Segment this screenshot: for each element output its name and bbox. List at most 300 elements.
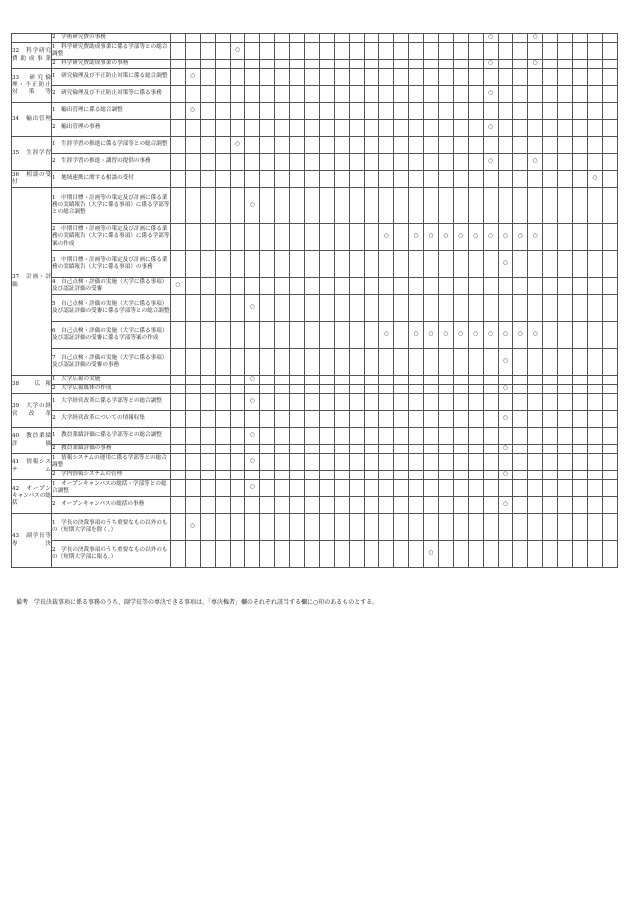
authority-cell — [379, 541, 394, 568]
authority-cell — [215, 137, 230, 154]
authority-cell — [543, 86, 558, 103]
authority-cell — [453, 34, 468, 43]
authority-cell — [602, 411, 617, 428]
authority-cell — [409, 278, 424, 295]
authority-cell — [394, 251, 409, 278]
authority-cell — [587, 34, 602, 43]
authority-mark: ○ — [528, 224, 543, 251]
authority-cell — [498, 454, 513, 471]
authority-cell — [528, 541, 543, 568]
item-cell: 6 自己点検・評価の実施（大学に係る事項）及び認証評価の受審に係る学部等案の作成 — [52, 322, 171, 349]
authority-cell — [260, 497, 275, 514]
authority-cell — [334, 295, 349, 322]
authority-cell — [349, 34, 364, 43]
authority-cell — [394, 154, 409, 171]
authority-cell — [230, 171, 245, 188]
authority-mark: ○ — [587, 171, 602, 188]
authority-cell — [513, 60, 528, 69]
authority-cell — [528, 497, 543, 514]
table-row — [12, 224, 618, 251]
authority-cell — [349, 411, 364, 428]
authority-cell — [200, 428, 215, 445]
authority-mark: ○ — [498, 497, 513, 514]
authority-cell — [453, 428, 468, 445]
authority-cell — [409, 69, 424, 86]
authority-cell — [453, 154, 468, 171]
authority-cell — [498, 86, 513, 103]
authority-cell — [349, 349, 364, 376]
item-cell: 1 中期目標・計画等の策定及び計画に係る業務の実績報告（大学に係る事項）に係る学部等との総合調整 — [52, 188, 171, 224]
authority-mark: ○ — [513, 224, 528, 251]
authority-cell — [513, 376, 528, 385]
authority-cell — [424, 278, 439, 295]
authority-cell — [498, 376, 513, 385]
authority-cell — [245, 541, 260, 568]
authority-cell — [171, 34, 186, 43]
authority-cell — [587, 411, 602, 428]
authority-cell — [528, 385, 543, 394]
authority-cell — [171, 322, 186, 349]
authority-cell — [349, 322, 364, 349]
authority-cell — [200, 34, 215, 43]
authority-cell — [468, 454, 483, 471]
authority-cell — [513, 103, 528, 120]
authority-cell — [394, 514, 409, 541]
authority-cell — [483, 385, 498, 394]
authority-cell — [379, 60, 394, 69]
authority-cell — [334, 171, 349, 188]
authority-cell — [215, 411, 230, 428]
authority-cell — [305, 43, 320, 60]
authority-cell — [171, 224, 186, 251]
authority-mark: ○ — [379, 224, 394, 251]
authority-cell — [349, 103, 364, 120]
authority-cell — [334, 541, 349, 568]
authority-cell — [424, 188, 439, 224]
authority-cell — [498, 60, 513, 69]
authority-cell — [305, 171, 320, 188]
authority-cell — [260, 376, 275, 385]
item-cell: 1 輸出管理に係る総合調整 — [52, 103, 171, 120]
authority-cell — [543, 120, 558, 137]
authority-cell — [602, 295, 617, 322]
authority-cell — [185, 385, 200, 394]
authority-cell — [364, 43, 379, 60]
authority-cell — [245, 497, 260, 514]
authority-cell — [364, 454, 379, 471]
table-row — [12, 411, 618, 428]
authority-cell — [364, 86, 379, 103]
authority-cell — [543, 428, 558, 445]
authority-cell — [349, 69, 364, 86]
authority-cell — [513, 514, 528, 541]
authority-cell — [290, 471, 305, 480]
authority-cell — [573, 154, 588, 171]
item-cell: 1 学長の決裁事項のうち重要なもの以外のもの（短期大学部を除く。） — [52, 514, 171, 541]
authority-cell — [409, 411, 424, 428]
authority-cell — [305, 103, 320, 120]
authority-cell — [215, 171, 230, 188]
authority-mark: ○ — [498, 385, 513, 394]
authority-cell — [394, 454, 409, 471]
authority-cell — [409, 349, 424, 376]
authority-cell — [453, 137, 468, 154]
authority-cell — [200, 322, 215, 349]
authority-cell — [290, 251, 305, 278]
authority-cell — [245, 103, 260, 120]
authority-table — [11, 33, 618, 568]
authority-cell — [453, 385, 468, 394]
authority-cell — [602, 103, 617, 120]
authority-cell — [528, 171, 543, 188]
authority-cell — [349, 428, 364, 445]
authority-cell — [424, 394, 439, 411]
authority-cell — [290, 34, 305, 43]
authority-cell — [215, 376, 230, 385]
item-cell: 7 自己点検・評価の実施（大学に係る事項）及び認証評価の受審の事務 — [52, 349, 171, 376]
authority-cell — [379, 394, 394, 411]
authority-cell — [528, 137, 543, 154]
authority-cell — [230, 278, 245, 295]
authority-cell — [468, 251, 483, 278]
authority-cell — [185, 43, 200, 60]
authority-cell — [558, 376, 573, 385]
authority-cell — [334, 224, 349, 251]
table-row — [12, 86, 618, 103]
authority-cell — [602, 60, 617, 69]
authority-cell — [319, 411, 334, 428]
authority-cell — [230, 428, 245, 445]
authority-cell — [245, 120, 260, 137]
authority-cell — [409, 385, 424, 394]
authority-cell — [453, 171, 468, 188]
authority-cell — [185, 349, 200, 376]
authority-cell — [319, 394, 334, 411]
authority-cell — [171, 43, 186, 60]
authority-cell — [319, 137, 334, 154]
category-cell: 40 教員業績評価 — [12, 428, 52, 454]
authority-mark: ○ — [185, 103, 200, 120]
authority-cell — [364, 251, 379, 278]
authority-cell — [260, 385, 275, 394]
authority-cell — [513, 445, 528, 454]
authority-cell — [602, 137, 617, 154]
authority-cell — [498, 34, 513, 43]
authority-cell — [185, 454, 200, 471]
authority-cell — [171, 411, 186, 428]
authority-cell — [573, 411, 588, 428]
table-row — [12, 428, 618, 445]
authority-cell — [483, 171, 498, 188]
authority-cell — [468, 171, 483, 188]
authority-mark: ○ — [424, 541, 439, 568]
authority-cell — [573, 69, 588, 86]
authority-cell — [587, 60, 602, 69]
authority-cell — [305, 445, 320, 454]
authority-cell — [230, 385, 245, 394]
authority-cell — [483, 349, 498, 376]
authority-cell — [453, 43, 468, 60]
authority-cell — [468, 514, 483, 541]
authority-cell — [364, 224, 379, 251]
authority-cell — [379, 34, 394, 43]
authority-cell — [409, 43, 424, 60]
authority-cell — [528, 86, 543, 103]
authority-cell — [334, 43, 349, 60]
authority-cell — [409, 471, 424, 480]
authority-cell — [587, 349, 602, 376]
item-cell: 2 研究倫理及び不正防止対策等に係る事務 — [52, 86, 171, 103]
authority-cell — [409, 394, 424, 411]
authority-cell — [394, 541, 409, 568]
authority-cell — [215, 497, 230, 514]
authority-cell — [439, 60, 454, 69]
authority-cell — [424, 251, 439, 278]
authority-mark: ○ — [185, 69, 200, 86]
authority-cell — [409, 154, 424, 171]
authority-cell — [245, 86, 260, 103]
authority-cell — [245, 137, 260, 154]
authority-cell — [364, 514, 379, 541]
authority-cell — [424, 471, 439, 480]
authority-cell — [468, 69, 483, 86]
authority-cell — [587, 428, 602, 445]
authority-cell — [171, 454, 186, 471]
authority-cell — [394, 322, 409, 349]
authority-mark: ○ — [379, 322, 394, 349]
authority-cell — [290, 43, 305, 60]
authority-cell — [439, 69, 454, 86]
table-row — [12, 60, 618, 69]
authority-mark: ○ — [424, 322, 439, 349]
authority-cell — [245, 224, 260, 251]
authority-cell — [483, 137, 498, 154]
authority-cell — [260, 43, 275, 60]
authority-cell — [424, 69, 439, 86]
authority-cell — [349, 471, 364, 480]
authority-cell — [587, 480, 602, 497]
authority-cell — [602, 43, 617, 60]
authority-cell — [171, 376, 186, 385]
item-cell: 2 大学広報媒体の作成 — [52, 385, 171, 394]
authority-cell — [260, 278, 275, 295]
table-row — [12, 188, 618, 224]
authority-cell — [230, 454, 245, 471]
authority-cell — [602, 454, 617, 471]
authority-cell — [513, 154, 528, 171]
authority-cell — [230, 514, 245, 541]
authority-cell — [513, 394, 528, 411]
authority-cell — [439, 428, 454, 445]
authority-cell — [602, 349, 617, 376]
authority-cell — [200, 103, 215, 120]
authority-cell — [453, 295, 468, 322]
authority-cell — [290, 295, 305, 322]
authority-cell — [468, 120, 483, 137]
authority-cell — [185, 137, 200, 154]
authority-cell — [290, 60, 305, 69]
authority-mark: ○ — [483, 154, 498, 171]
table-row — [12, 385, 618, 394]
authority-cell — [424, 137, 439, 154]
category-cell: 34 輸出管理 — [12, 103, 52, 137]
authority-cell — [379, 120, 394, 137]
authority-cell — [513, 497, 528, 514]
table-row — [12, 137, 618, 154]
authority-cell — [230, 60, 245, 69]
authority-cell — [573, 454, 588, 471]
authority-cell — [230, 224, 245, 251]
authority-cell — [215, 103, 230, 120]
authority-cell — [587, 120, 602, 137]
authority-cell — [394, 295, 409, 322]
authority-cell — [468, 541, 483, 568]
authority-cell — [185, 471, 200, 480]
item-cell: 2 中期目標・計画等の策定及び計画に係る業務の実績報告（大学に係る事項）に係る学部等案の作成 — [52, 224, 171, 251]
authority-cell — [453, 394, 468, 411]
authority-cell — [260, 445, 275, 454]
authority-cell — [215, 541, 230, 568]
authority-cell — [543, 541, 558, 568]
authority-cell — [528, 43, 543, 60]
authority-cell — [602, 445, 617, 454]
authority-cell — [364, 541, 379, 568]
authority-cell — [394, 349, 409, 376]
authority-cell — [200, 295, 215, 322]
item-cell: 1 情報システムの運用に係る学部等との総合調整 — [52, 454, 171, 471]
authority-cell — [558, 154, 573, 171]
authority-cell — [513, 454, 528, 471]
authority-cell — [543, 188, 558, 224]
authority-cell — [453, 411, 468, 428]
authority-cell — [215, 295, 230, 322]
authority-cell — [349, 251, 364, 278]
authority-cell — [200, 385, 215, 394]
authority-mark: ○ — [245, 480, 260, 497]
authority-cell — [468, 480, 483, 497]
authority-cell — [364, 188, 379, 224]
authority-cell — [468, 428, 483, 445]
authority-cell — [394, 120, 409, 137]
authority-cell — [185, 428, 200, 445]
authority-cell — [319, 480, 334, 497]
authority-cell — [200, 454, 215, 471]
authority-cell — [409, 86, 424, 103]
authority-cell — [364, 120, 379, 137]
authority-mark: ○ — [230, 43, 245, 60]
authority-cell — [558, 514, 573, 541]
authority-cell — [558, 224, 573, 251]
authority-cell — [379, 349, 394, 376]
authority-cell — [573, 120, 588, 137]
authority-cell — [275, 251, 290, 278]
authority-cell — [305, 34, 320, 43]
authority-mark: ○ — [528, 154, 543, 171]
authority-cell — [587, 86, 602, 103]
authority-cell — [543, 480, 558, 497]
authority-cell — [334, 454, 349, 471]
authority-cell — [543, 154, 558, 171]
category-cell: 39 大学の経営改革 — [12, 394, 52, 428]
authority-cell — [230, 471, 245, 480]
authority-cell — [439, 188, 454, 224]
authority-cell — [260, 454, 275, 471]
authority-cell — [513, 411, 528, 428]
authority-cell — [290, 188, 305, 224]
authority-cell — [558, 137, 573, 154]
authority-cell — [290, 394, 305, 411]
authority-cell — [587, 69, 602, 86]
authority-cell — [364, 411, 379, 428]
authority-cell — [439, 497, 454, 514]
authority-cell — [171, 86, 186, 103]
authority-cell — [275, 60, 290, 69]
authority-cell — [275, 34, 290, 43]
authority-cell — [185, 322, 200, 349]
authority-cell — [602, 394, 617, 411]
table-row — [12, 34, 618, 43]
authority-cell — [543, 376, 558, 385]
authority-cell — [245, 69, 260, 86]
authority-cell — [453, 514, 468, 541]
authority-cell — [409, 34, 424, 43]
authority-cell — [260, 188, 275, 224]
authority-cell — [334, 103, 349, 120]
authority-cell — [185, 224, 200, 251]
authority-cell — [319, 278, 334, 295]
authority-cell — [364, 471, 379, 480]
authority-cell — [230, 349, 245, 376]
authority-cell — [528, 103, 543, 120]
authority-mark: ○ — [245, 454, 260, 471]
authority-cell — [215, 385, 230, 394]
authority-cell — [558, 278, 573, 295]
authority-cell — [245, 251, 260, 278]
authority-cell — [543, 171, 558, 188]
category-cell — [12, 34, 52, 43]
authority-cell — [305, 69, 320, 86]
authority-cell — [275, 514, 290, 541]
authority-cell — [171, 541, 186, 568]
authority-cell — [200, 120, 215, 137]
authority-cell — [334, 69, 349, 86]
authority-cell — [409, 541, 424, 568]
table-row — [12, 69, 618, 86]
item-cell: 2 オープンキャンパスの総括の事務 — [52, 497, 171, 514]
authority-cell — [171, 60, 186, 69]
category-cell: 41 情報システム — [12, 454, 52, 480]
authority-cell — [498, 480, 513, 497]
authority-cell — [439, 103, 454, 120]
authority-mark: ○ — [483, 224, 498, 251]
authority-cell — [379, 428, 394, 445]
authority-cell — [275, 349, 290, 376]
authority-cell — [468, 278, 483, 295]
authority-cell — [319, 171, 334, 188]
authority-cell — [587, 295, 602, 322]
table-row — [12, 480, 618, 497]
authority-cell — [543, 103, 558, 120]
authority-cell — [468, 188, 483, 224]
authority-cell — [305, 428, 320, 445]
authority-cell — [394, 86, 409, 103]
authority-cell — [394, 60, 409, 69]
authority-cell — [439, 251, 454, 278]
authority-cell — [185, 60, 200, 69]
authority-cell — [379, 171, 394, 188]
authority-cell — [305, 454, 320, 471]
authority-cell — [573, 295, 588, 322]
